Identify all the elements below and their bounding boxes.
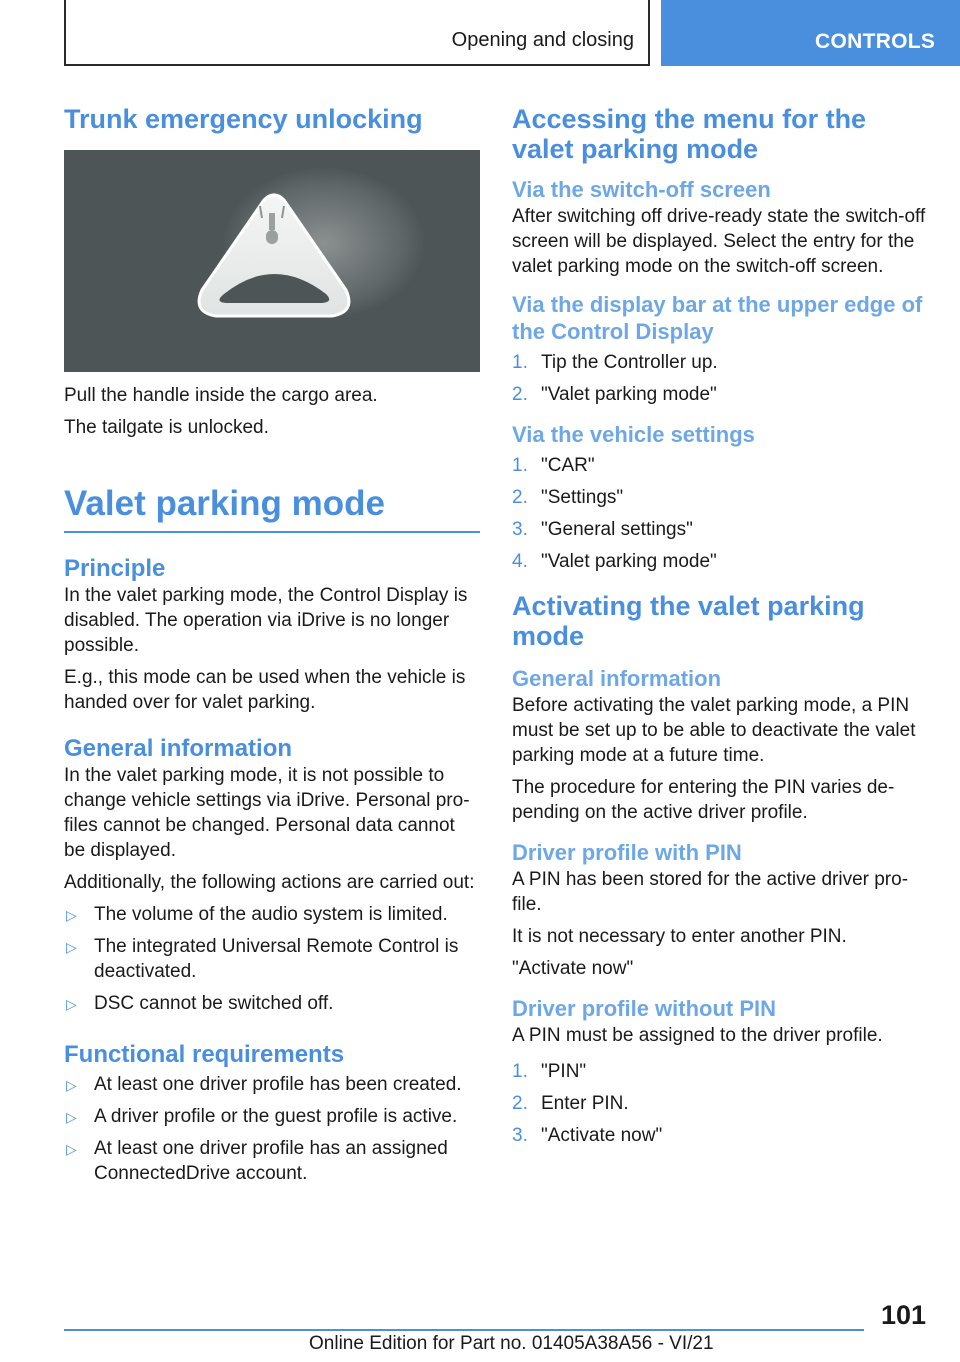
list-item: ▷ At least one driver profile has been created.	[64, 1072, 480, 1097]
display-bar-steps	[512, 350, 932, 407]
switch-off-text: After switching off drive-ready state the switch-off screen will be displayed. Select the entry for the valet parking mode on the switch-off screen.	[512, 206, 926, 277]
list-item: ▷ The volume of the audio system is limited.	[64, 902, 480, 927]
chapter-tab-label: CONTROLS	[815, 30, 936, 53]
chapter-tab	[661, 0, 960, 66]
heading-rule	[64, 531, 480, 533]
profile-with-pin-text-3: "Activate now"	[512, 958, 634, 979]
triangle-bullet-icon: ▷	[66, 996, 77, 1012]
trunk-text-1: Pull the handle inside the cargo area.	[64, 385, 378, 406]
activating-heading: Activating the valet parking mode	[512, 591, 865, 651]
principle-text-1: In the valet parking mode, the Control Display is disabled. The operation via iDrive is no longer possible.	[64, 585, 468, 656]
profile-with-pin-heading: Driver profile with PIN	[512, 840, 742, 865]
trunk-emergency-heading: Trunk emergency unlocking	[64, 104, 423, 134]
functional-requirements-list	[64, 1072, 480, 1186]
general-actions-list	[64, 902, 480, 1016]
list-item: 1. "CAR"	[512, 455, 595, 476]
profile-without-pin-text: A PIN must be assigned to the driver profile.	[512, 1025, 883, 1046]
page-number: 101	[880, 1300, 926, 1330]
triangle-bullet-icon: ▷	[66, 907, 77, 923]
list-item: ▷ At least one driver profile has an assigned ConnectedDrive account.	[66, 1138, 448, 1184]
triangle-bullet-icon: ▷	[66, 1077, 77, 1093]
edition-note: Online Edition for Part no. 01405A38A56 - VI/21	[309, 1333, 714, 1354]
switch-off-heading: Via the switch-off screen	[512, 177, 771, 202]
valet-parking-heading: Valet parking mode	[64, 484, 385, 523]
vehicle-settings-heading: Via the vehicle settings	[512, 422, 755, 447]
trunk-text-2: The tailgate is unlocked.	[64, 417, 269, 438]
list-item: 3. "General settings"	[512, 519, 693, 540]
profile-with-pin-text-1: A PIN has been stored for the active driver pro-file.	[512, 869, 909, 915]
list-item: 1. "PIN"	[512, 1061, 587, 1082]
principle-heading: Principle	[64, 555, 166, 582]
activating-general-text-1: Before activating the valet parking mode, a PIN must be set up to be able to deactivate the valet parking mode at a future time.	[512, 695, 916, 766]
right-column	[512, 100, 932, 1148]
list-item: 2. "Valet parking mode"	[512, 384, 717, 405]
general-info-text-1: In the valet parking mode, it is not possible to change vehicle settings via iDrive. Personal pro-files cannot be changed. Personal data cannot be displayed.	[64, 765, 470, 861]
list-item: ▷ A driver profile or the guest profile is active.	[64, 1104, 480, 1129]
vehicle-settings-steps	[512, 453, 932, 574]
functional-requirements-heading: Functional requirements	[64, 1041, 345, 1068]
profile-with-pin-text-2: It is not necessary to enter another PIN.	[512, 926, 847, 947]
activating-general-text-2: The procedure for entering the PIN varies de-pending on the active driver profile.	[512, 777, 895, 823]
section-title: Opening and closing	[451, 29, 634, 51]
activating-general-heading: General information	[512, 666, 722, 691]
header-box	[64, 0, 650, 66]
list-item: 4. "Valet parking mode"	[512, 551, 717, 572]
trunk-handle-icon	[64, 150, 480, 372]
without-pin-steps	[512, 1059, 932, 1148]
list-item: 3. "Activate now"	[512, 1125, 663, 1146]
list-item: ▷ DSC cannot be switched off.	[64, 991, 480, 1016]
trunk-handle-figure	[64, 150, 480, 372]
general-info-heading: General information	[64, 735, 293, 762]
triangle-bullet-icon: ▷	[66, 1141, 77, 1157]
footer-rule	[64, 1329, 864, 1331]
list-item: 1. Tip the Controller up.	[512, 352, 718, 373]
list-item: ▷ The integrated Universal Remote Control is deactivated.	[66, 936, 459, 982]
principle-text-2: E.g., this mode can be used when the vehicle is handed over for valet parking.	[64, 667, 466, 713]
left-column	[64, 100, 480, 1186]
general-info-text-2: Additionally, the following actions are carried out:	[64, 872, 475, 893]
display-bar-heading: Via the display bar at the upper edge of the Control Display	[512, 292, 923, 344]
triangle-bullet-icon: ▷	[66, 1109, 77, 1125]
list-item: 2. Enter PIN.	[512, 1093, 629, 1114]
menu-access-heading: Accessing the menu for the valet parking mode	[512, 104, 867, 164]
triangle-bullet-icon: ▷	[66, 939, 77, 955]
profile-without-pin-heading: Driver profile without PIN	[512, 996, 777, 1021]
list-item: 2. "Settings"	[512, 487, 624, 508]
